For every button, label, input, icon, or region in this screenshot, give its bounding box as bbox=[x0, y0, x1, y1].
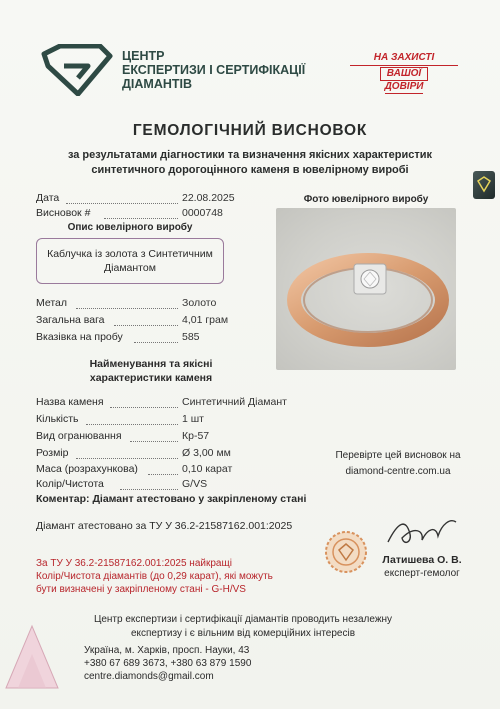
comment: Коментар: Діамант атестовано у закріпленому стані bbox=[36, 493, 307, 505]
size-label: Розмір bbox=[36, 447, 69, 459]
organization-name: ЦЕНТР ЕКСПЕРТИЗИ І СЕРТИФІКАЦІЇ ДІАМАНТІВ bbox=[122, 49, 306, 91]
weight-value: 4,01 грам bbox=[182, 314, 229, 326]
quantity-value: 1 шт bbox=[182, 413, 204, 425]
trust-slogan: НА ЗАХИСТІ ВАШОЇ ДОВІРИ bbox=[350, 52, 458, 92]
date-label: Дата bbox=[36, 192, 60, 204]
verify-note: Перевірте цей висновок на diamond-centre.com.ua bbox=[312, 448, 484, 480]
contacts bbox=[84, 644, 251, 683]
security-hologram-icon bbox=[473, 171, 495, 199]
signer-name: Латишева О. В. bbox=[382, 554, 462, 566]
page-subtitle: за результатами діагностики та визначення якісних характеристик синтетичного дорогоцінного каменя в ювелірному виробі bbox=[67, 149, 433, 176]
mass-value: 0,10 карат bbox=[182, 463, 233, 475]
standard-note: За ТУ У 36.2-21587162.001:2025 найкращі Колір/Чистота діамантів (до 0,29 карат), які можуть бути визначені у закріпленому стані - G-H/VS bbox=[36, 558, 273, 595]
phones: +380 67 689 3673, +380 63 879 1590 bbox=[84, 658, 252, 669]
mass-label: Маса (розрахункова) bbox=[36, 463, 138, 475]
cut-label: Вид огранювання bbox=[36, 430, 122, 442]
weight-label: Загальна вага bbox=[36, 314, 105, 326]
address: Україна, м. Харків, просп. Науки, 43 bbox=[84, 645, 250, 656]
page-title: ГЕМОЛОГІЧНИЙ ВИСНОВОК bbox=[132, 122, 368, 139]
verify-link[interactable]: diamond-centre.com.ua bbox=[345, 466, 451, 477]
color-clarity-value: G/VS bbox=[182, 478, 208, 490]
metal-label: Метал bbox=[36, 297, 68, 309]
metal-value: Золото bbox=[182, 297, 217, 309]
number-value: 0000748 bbox=[182, 207, 223, 219]
size-value: Ø 3,00 мм bbox=[182, 447, 231, 459]
signer-role: експерт-гемолог bbox=[384, 568, 460, 579]
photo-caption: Фото ювелірного виробу bbox=[303, 194, 429, 205]
color-clarity-label: Колір/Чистота bbox=[36, 478, 104, 490]
certification-standard: Діамант атестовано за ТУ У 36.2-21587162.001:2025 bbox=[36, 520, 293, 532]
description-heading: Опис ювелірного виробу bbox=[67, 222, 193, 233]
quantity-label: Кількість bbox=[36, 413, 79, 425]
stone-name-value: Синтетичний Діамант bbox=[182, 396, 287, 408]
stone-name-label: Назва каменя bbox=[36, 396, 104, 408]
decorative-triangle-icon bbox=[2, 608, 62, 698]
ring-photo bbox=[276, 208, 456, 370]
number-label: Висновок # bbox=[36, 207, 91, 219]
cut-value: Кр-57 bbox=[182, 430, 210, 442]
item-description: Каблучка із золота з Синтетичним Діамантом bbox=[36, 238, 224, 284]
email[interactable]: centre.diamonds@gmail.com bbox=[84, 671, 214, 682]
hallmark-value: 585 bbox=[182, 331, 200, 343]
stone-heading: Найменування та якісні характеристики каменя bbox=[89, 358, 213, 384]
independence-statement: Центр експертизи і сертифікації діамантів проводить незалежну експертизу і є вільним від комерційних інтересів bbox=[93, 614, 393, 639]
hallmark-label: Вказівка на пробу bbox=[36, 331, 123, 343]
signature-icon bbox=[384, 512, 460, 552]
date-value: 22.08.2025 bbox=[182, 192, 235, 204]
diamond-logo-icon bbox=[38, 44, 114, 96]
